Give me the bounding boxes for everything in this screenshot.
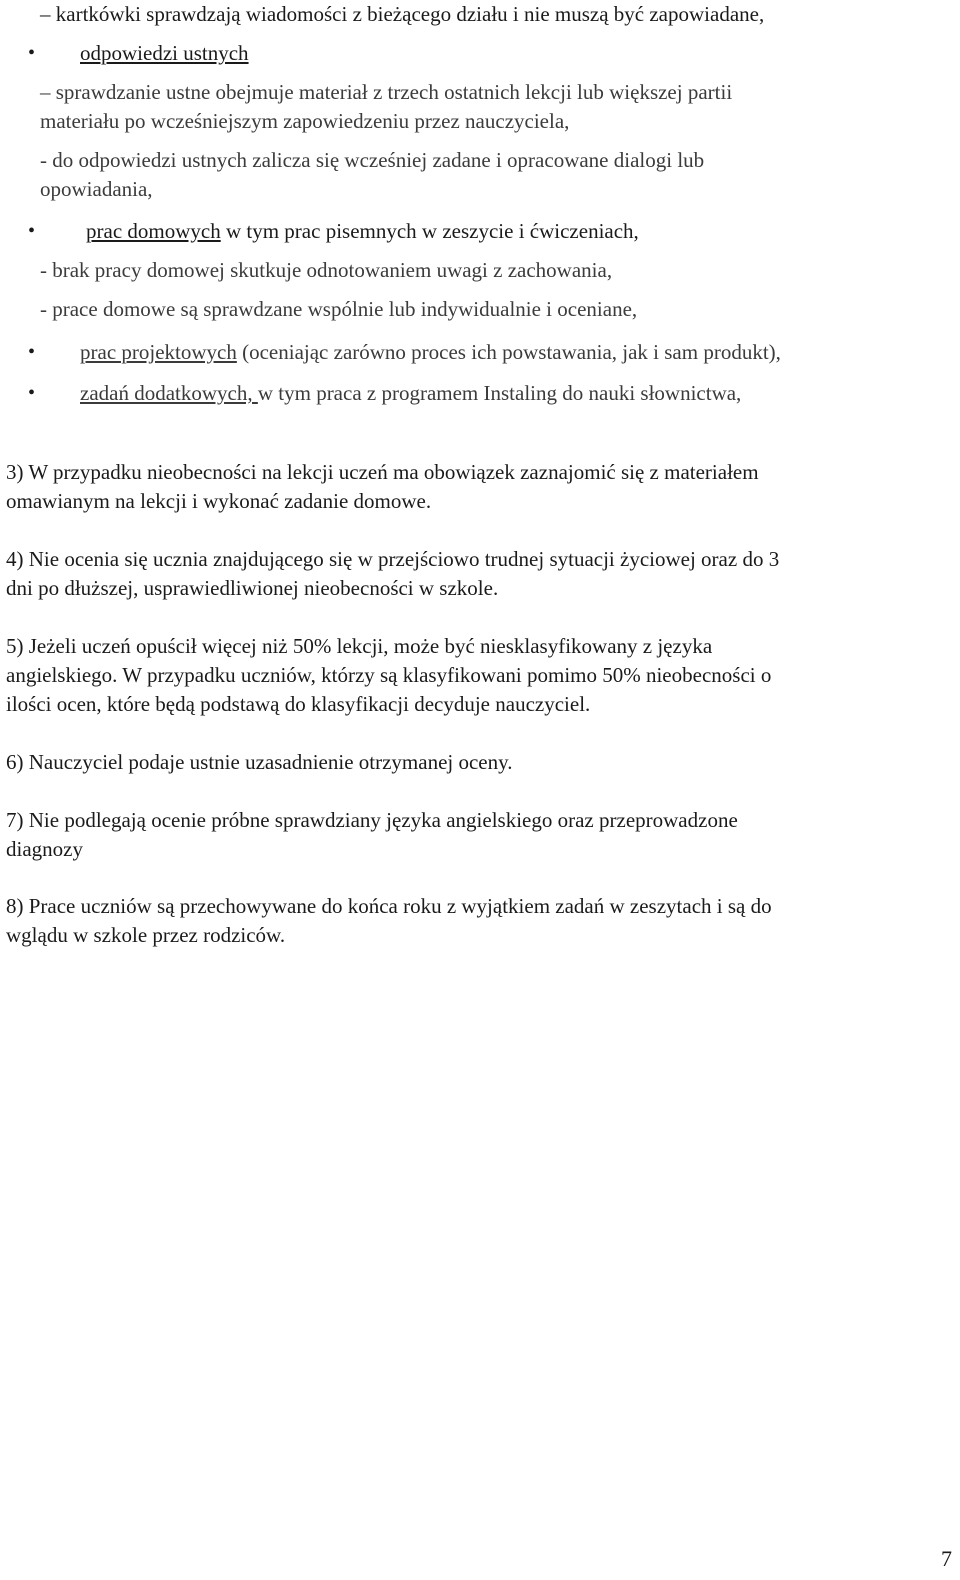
- text-line: opowiadania,: [40, 177, 153, 201]
- text-line: - do odpowiedzi ustnych zalicza się wcześniej zadane i opracowane dialogi lub: [40, 148, 705, 172]
- text-line: – sprawdzanie ustne obejmuje materiał z trzech ostatnich lekcji lub większej partii: [40, 80, 733, 104]
- bullet-icon: •: [28, 220, 36, 242]
- bullet-item-projects-title: prac projektowych: [80, 340, 237, 364]
- bullet-item-oral-answers: odpowiedzi ustnych: [80, 41, 249, 65]
- text-line: materiału po wcześniejszym zapowiedzeniu przez nauczyciela,: [40, 109, 570, 133]
- paragraph-8-line: wglądu w szkole przez rodziców.: [6, 923, 286, 947]
- paragraph-3-line: 3) W przypadku nieobecności na lekcji uczeń ma obowiązek zaznajomić się z materiałem: [6, 460, 759, 484]
- text-line: – kartkówki sprawdzają wiadomości z bieżącego działu i nie muszą być zapowiadane,: [40, 2, 765, 26]
- paragraph-5-line: ilości ocen, które będą podstawą do klasyfikacji decyduje nauczyciel.: [6, 692, 591, 716]
- page-number: 7: [941, 1546, 952, 1571]
- bullet-icon: •: [28, 42, 36, 64]
- paragraph-4-line: dni po dłuższej, usprawiedliwionej nieobecności w szkole.: [6, 576, 499, 600]
- bullet-item-projects: [80, 338, 781, 367]
- paragraph-7-line: diagnozy: [6, 837, 83, 861]
- paragraph-7-line: 7) Nie podlegają ocenie próbne sprawdziany języka angielskiego oraz przeprowadzone: [6, 808, 738, 832]
- bullet-icon: •: [28, 341, 36, 363]
- bullet-item-homework: [86, 217, 639, 246]
- bullet-item-extra-tasks: [80, 379, 741, 408]
- paragraph-4-line: 4) Nie ocenia się ucznia znajdującego się w przejściowo trudnej sytuacji życiowej oraz do 3: [6, 547, 780, 571]
- bullet-item-homework-text: w tym prac pisemnych w zeszycie i ćwiczeniach,: [220, 219, 639, 243]
- bullet-item-extra-tasks-text: w tym praca z programem Instaling do nauki słownictwa,: [257, 381, 742, 405]
- bullet-icon: •: [28, 382, 36, 404]
- text-line: - brak pracy domowej skutkuje odnotowaniem uwagi z zachowania,: [40, 258, 613, 282]
- bullet-item-extra-tasks-title: zadań dodatkowych,: [80, 381, 258, 405]
- paragraph-6-line: 6) Nauczyciel podaje ustnie uzasadnienie otrzymanej oceny.: [6, 750, 513, 774]
- paragraph-8-line: 8) Prace uczniów są przechowywane do końca roku z wyjątkiem zadań w zeszytach i są do: [6, 894, 772, 918]
- bullet-item-homework-title: prac domowych: [86, 219, 221, 243]
- paragraph-5-line: 5) Jeżeli uczeń opuścił więcej niż 50% lekcji, może być niesklasyfikowany z języka: [6, 634, 713, 658]
- bullet-item-projects-text: (oceniając zarówno proces ich powstawania, jak i sam produkt),: [236, 340, 781, 364]
- paragraph-3-line: omawianym na lekcji i wykonać zadanie domowe.: [6, 489, 432, 513]
- paragraph-5-line: angielskiego. W przypadku uczniów, którzy są klasyfikowani pomimo 50% nieobecności o: [6, 663, 772, 687]
- text-line: - prace domowe są sprawdzane wspólnie lub indywidualnie i oceniane,: [40, 297, 638, 321]
